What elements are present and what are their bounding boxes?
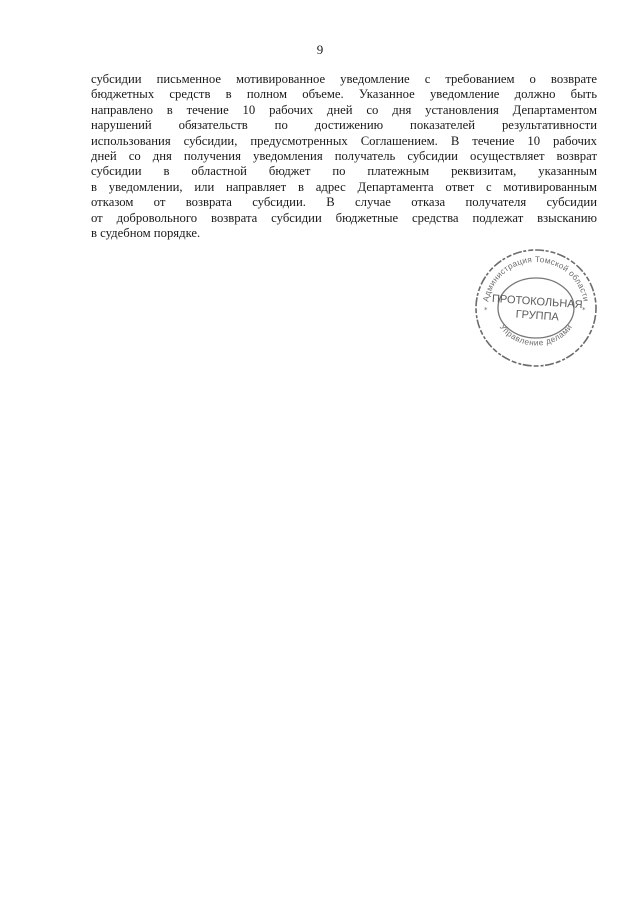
text-line: отказом от возврата субсидии. В случае отказа получателя субсидии bbox=[91, 195, 597, 210]
text-line: дней со дня получения уведомления получатель субсидии осуществляет возврат bbox=[91, 148, 597, 163]
text-line: бюджетных средств в полном объеме. Указанное уведомление должно быть bbox=[91, 87, 597, 102]
text-line: от добровольного возврата субсидии бюджетные средства подлежат взысканию bbox=[91, 210, 597, 225]
text-line: субсидии в областной бюджет по платежным реквизитам, указанным bbox=[91, 164, 597, 179]
stamp-seal-graphic bbox=[470, 244, 602, 372]
text-line: субсидии письменное мотивированное уведомление с требованием о возврате bbox=[91, 72, 597, 86]
stamp-center-text-1: ПРОТОКОЛЬНАЯ bbox=[491, 292, 583, 312]
text-line: нарушений обязательств по достижению показателей результативности bbox=[91, 118, 597, 133]
text-line: использования субсидии, предусмотренных Соглашением. В течение 10 рабочих bbox=[91, 133, 597, 148]
stamp-star-left: * bbox=[484, 306, 488, 314]
stamp-ring-bottom-text: Управление делами bbox=[497, 322, 575, 348]
page-number: 9 bbox=[316, 42, 324, 57]
text-line: в уведомлении, или направляет в адрес Департамента ответ с мотивированным bbox=[91, 179, 597, 194]
body-paragraph bbox=[91, 72, 597, 241]
text-line: в судебном порядке. bbox=[91, 225, 201, 240]
stamp-star-right: * bbox=[582, 306, 586, 314]
text-line: направлено в течение 10 рабочих дней со дня установления Департаментом bbox=[91, 102, 597, 117]
stamp-center-text-2: ГРУППА bbox=[515, 308, 560, 324]
stamp-ring-top-text: Администрация Томской области bbox=[481, 254, 591, 303]
official-stamp bbox=[470, 244, 602, 372]
